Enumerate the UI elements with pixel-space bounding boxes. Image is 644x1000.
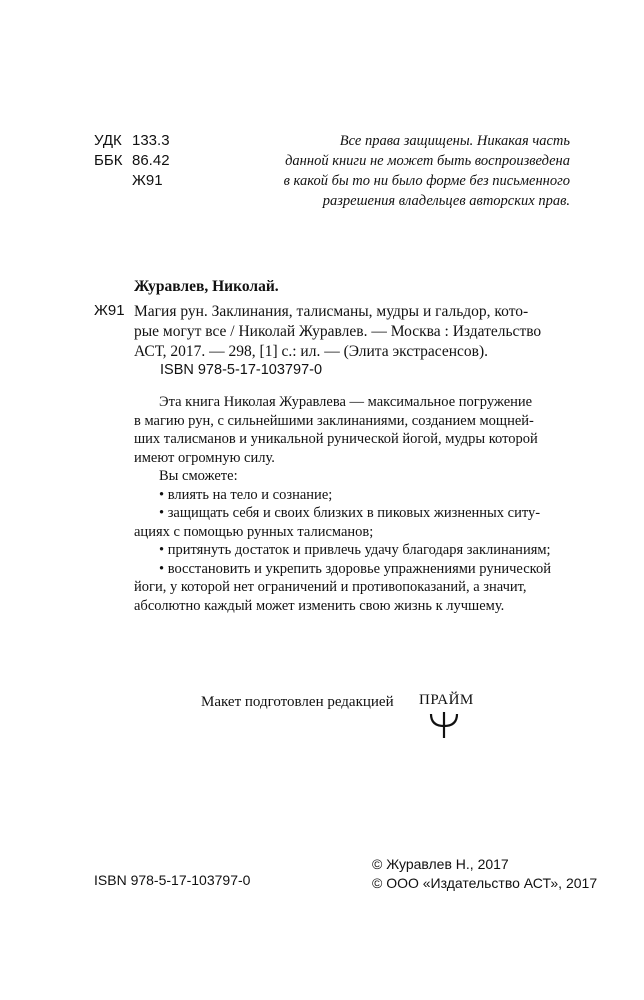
bullet-item: • влиять на тело и сознание; bbox=[159, 486, 333, 503]
bib-description bbox=[134, 302, 564, 362]
udk-value: 133.3 bbox=[132, 132, 170, 149]
annotation-intro: Вы сможете: bbox=[159, 468, 238, 484]
bullet-item-continued: йоги, у которой нет ограничений и противопоказаний, а значит, bbox=[134, 579, 527, 595]
prime-logo-text: ПРАЙМ bbox=[419, 692, 474, 708]
footer-isbn: ISBN 978-5-17-103797-0 bbox=[94, 872, 251, 888]
bullet-item-continued: ациях с помощью рунных талисманов; bbox=[134, 523, 374, 540]
bib-description-line: рые могут все / Николай Журавлев. — Москва : Издательство bbox=[134, 323, 542, 340]
bbk-label: ББК bbox=[94, 152, 123, 169]
classification-block bbox=[94, 131, 170, 191]
psi-icon bbox=[419, 692, 469, 740]
bib-description-line: АСТ, 2017. — 298, [1] с.: ил. — (Элита экстрасенсов). bbox=[134, 343, 489, 360]
author-name: Журавлев, Николай. bbox=[134, 278, 279, 295]
copyright-block bbox=[372, 855, 597, 893]
annotation-line: ших талисманов и уникальной рунической йогой, мудры которой bbox=[134, 431, 538, 447]
annotation-line: Эта книга Николая Журавлева — максимальное погружение bbox=[159, 394, 533, 410]
copyright-line: © ООО «Издательство АСТ», 2017 bbox=[372, 875, 598, 891]
rights-line: Все права защищены. Никакая часть bbox=[339, 133, 570, 149]
author-mark: Ж91 bbox=[132, 172, 163, 189]
annotation-line: имеют огромную силу. bbox=[134, 449, 275, 466]
annotation-line: в магию рун, с сильнейшими заклинаниями, созданием мощней- bbox=[134, 412, 534, 429]
bullet-item: • восстановить и укрепить здоровье упражнениями рунической bbox=[159, 560, 551, 577]
rights-line: разрешения владельцев авторских прав. bbox=[322, 193, 570, 209]
bbk-value: 86.42 bbox=[132, 152, 170, 169]
bib-isbn: ISBN 978-5-17-103797-0 bbox=[160, 362, 323, 378]
bullet-item: • защищать себя и своих близких в пиковых жизненных ситу- bbox=[159, 505, 541, 521]
rights-line: в какой бы то ни было форме без письменного bbox=[283, 173, 570, 189]
bib-description-line: Магия рун. Заклинания, талисманы, мудры и гальдор, кото- bbox=[134, 303, 529, 320]
prime-logo bbox=[419, 692, 474, 740]
author-mark-row bbox=[94, 171, 170, 191]
prepared-by-text: Макет подготовлен редакцией bbox=[201, 694, 394, 710]
udk-row bbox=[94, 131, 170, 151]
rights-notice bbox=[270, 131, 570, 211]
bullet-item-continued: абсолютно каждый может изменить свою жизнь к лучшему. bbox=[134, 597, 505, 614]
copyright-line: © Журавлев Н., 2017 bbox=[372, 856, 509, 872]
bullet-item: • притянуть достаток и привлечь удачу благодаря заклинаниям; bbox=[159, 542, 551, 558]
udk-label: УДК bbox=[94, 132, 122, 149]
annotation bbox=[134, 393, 570, 615]
bbk-row bbox=[94, 151, 170, 171]
rights-line: данной книги не может быть воспроизведена bbox=[285, 153, 570, 169]
bib-mark: Ж91 bbox=[94, 302, 125, 319]
